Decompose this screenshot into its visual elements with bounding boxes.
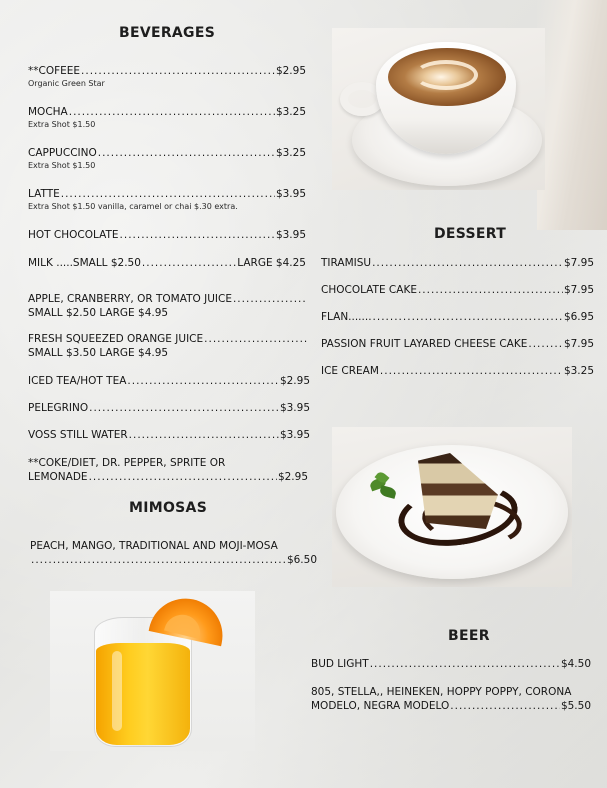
item-price: $3.95 <box>275 229 306 241</box>
menu-item-hot-chocolate <box>28 228 306 242</box>
menu-item-soda <box>28 456 308 484</box>
leader-dots <box>204 332 307 346</box>
dessert-heading: DESSERT <box>434 226 507 242</box>
menu-item-tiramisu <box>321 256 594 270</box>
leader-dots <box>31 553 286 567</box>
leader-dots <box>450 699 560 713</box>
menu-item-voss <box>28 428 310 442</box>
item-price-line: SMALL $3.50 LARGE $4.95 <box>28 347 169 359</box>
menu-item-chocolate-cake <box>321 283 594 297</box>
item-name: CHOCOLATE CAKE <box>321 284 417 296</box>
leader-dots <box>81 64 275 78</box>
item-note: Extra Shot $1.50 <box>28 120 96 129</box>
menu-item-coffee <box>28 64 306 89</box>
item-price: $7.95 <box>563 338 594 350</box>
leader-dots <box>528 337 563 351</box>
latte-photo <box>332 28 545 190</box>
item-price: $3.95 <box>279 429 310 441</box>
item-name: FRESH SQUEEZED ORANGE JUICE <box>28 333 204 345</box>
item-price: $3.25 <box>275 147 306 159</box>
leader-dots <box>127 374 279 388</box>
item-price: $2.95 <box>279 375 310 387</box>
beverages-heading: BEVERAGES <box>119 25 216 41</box>
item-name: TIRAMISU <box>321 257 372 269</box>
menu-item-other-beers <box>311 685 591 713</box>
item-name-line: PEACH, MANGO, TRADITIONAL AND MOJI-MOSA <box>30 540 278 552</box>
item-price: $6.95 <box>563 311 594 323</box>
item-price: $6.50 <box>286 554 317 566</box>
menu-item-cappuccino <box>28 146 306 171</box>
leader-dots <box>233 292 307 306</box>
item-note: Organic Green Star <box>28 79 105 88</box>
item-name: VOSS STILL WATER <box>28 429 128 441</box>
item-price: $4.50 <box>560 658 591 670</box>
leader-dots <box>380 364 563 378</box>
item-note: Extra Shot $1.50 vanilla, caramel or chai $.30 extra. <box>28 202 238 211</box>
leader-dots <box>373 310 563 324</box>
menu-item-flan <box>321 310 594 324</box>
menu-item-bud-light <box>311 657 591 671</box>
menu-item-orange-juice <box>28 332 308 360</box>
leader-dots <box>370 657 560 671</box>
leader-dots <box>129 428 279 442</box>
item-name: LATTE <box>28 188 60 200</box>
item-name: MODELO, NEGRA MODELO <box>311 700 450 712</box>
latte-art <box>414 60 478 90</box>
menu-item-ice-cream <box>321 364 594 378</box>
item-price: $7.95 <box>563 257 594 269</box>
item-name: ICE CREAM <box>321 365 379 377</box>
item-price: $3.25 <box>275 106 306 118</box>
item-name: CAPPUCCINO <box>28 147 97 159</box>
item-name: **COFEEE <box>28 65 81 77</box>
item-price: $3.25 <box>563 365 594 377</box>
item-name: HOT CHOCOLATE <box>28 229 119 241</box>
linen-background <box>537 0 607 230</box>
item-name-line: **COKE/DIET, DR. PEPPER, SPRITE OR <box>28 457 226 469</box>
item-price: $5.50 <box>560 700 591 712</box>
item-price: $2.95 <box>277 471 308 483</box>
orange-juice <box>96 643 190 745</box>
menu-item-tea <box>28 374 310 388</box>
menu-item-juice <box>28 292 308 320</box>
mimosas-heading: MIMOSAS <box>129 500 208 516</box>
item-price: $3.95 <box>279 402 310 414</box>
orange-juice-photo <box>50 591 255 751</box>
item-price-line: SMALL $2.50 LARGE $4.95 <box>28 307 169 319</box>
leader-dots <box>89 401 279 415</box>
item-name: MOCHA <box>28 106 68 118</box>
leader-dots <box>418 283 563 297</box>
item-price: LARGE $4.25 <box>237 257 306 269</box>
item-name-line: 805, STELLA,, HEINEKEN, HOPPY POPPY, CORONA <box>311 686 572 698</box>
item-name: ICED TEA/HOT TEA <box>28 375 127 387</box>
item-name: APPLE, CRANBERRY, OR TOMATO JUICE <box>28 293 232 305</box>
item-price: $3.95 <box>275 188 306 200</box>
dessert-photo <box>332 427 572 587</box>
leader-dots <box>372 256 563 270</box>
item-name: BUD LIGHT <box>311 658 369 670</box>
menu-item-mimosa <box>30 539 317 567</box>
menu-item-latte <box>28 187 306 212</box>
item-price: $2.95 <box>275 65 306 77</box>
leader-dots <box>69 105 275 119</box>
item-price: $7.95 <box>563 284 594 296</box>
leader-dots <box>98 146 275 160</box>
item-name: PELEGRINO <box>28 402 89 414</box>
beer-heading: BEER <box>448 628 490 644</box>
item-name: FLAN....... <box>321 311 372 323</box>
leader-dots <box>89 470 277 484</box>
item-note: Extra Shot $1.50 <box>28 161 96 170</box>
menu-item-mocha <box>28 105 306 130</box>
item-name: LEMONADE <box>28 471 88 483</box>
leader-dots <box>120 228 275 242</box>
leader-dots <box>142 256 236 270</box>
glass-highlight <box>112 651 122 731</box>
item-name: PASSION FRUIT LAYARED CHEESE CAKE <box>321 338 528 350</box>
menu-item-milk <box>28 256 306 270</box>
menu-item-pelegrino <box>28 401 310 415</box>
item-name: MILK .....SMALL $2.50 <box>28 257 141 269</box>
leader-dots <box>61 187 275 201</box>
menu-item-passion-fruit-cake <box>321 337 594 351</box>
